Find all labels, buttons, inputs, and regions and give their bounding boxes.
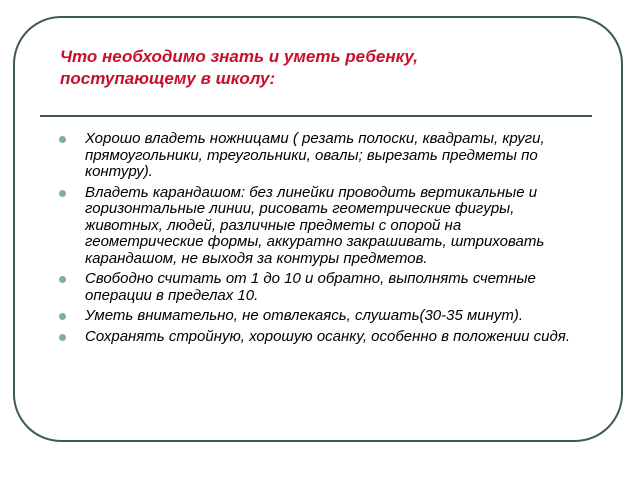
- list-item-text: Хорошо владеть ножницами ( резать полоски, квадраты, круги, прямоугольники, треугольники, овалы; вырезать предметы по контуру).: [85, 130, 545, 180]
- list-item-text: Владеть карандашом: без линейки проводить вертикальные и горизонтальные линии, рисовать геометрические фигуры, животных, людей, различные предметы с опорой на геометрические формы, аккуратно закрашивать, штриховать карандашом, не выходя за контуры предметов.: [85, 183, 545, 267]
- bullet-icon: [59, 136, 66, 143]
- list-item: [58, 271, 578, 304]
- list-item: [58, 131, 578, 181]
- list-item: [58, 329, 578, 346]
- list-item-text: Свободно считать от 1 до 10 и обратно, выполнять счетные операции в пределах 10.: [85, 270, 536, 304]
- title-divider: [40, 115, 592, 117]
- bullet-icon: [59, 334, 66, 341]
- list-item: [58, 308, 578, 325]
- list-item: [58, 185, 578, 268]
- bullet-icon: [59, 276, 66, 283]
- slide-title: Что необходимо знать и уметь ребенку, поступающему в школу:: [60, 47, 418, 88]
- list-item-text: Уметь внимательно, не отвлекаясь, слушать(30-35 минут).: [85, 307, 524, 324]
- bullet-icon: [59, 313, 66, 320]
- bullet-list: [58, 131, 578, 349]
- list-item-text: Сохранять стройную, хорошую осанку, особенно в положении сидя.: [85, 327, 570, 345]
- bullet-icon: [59, 190, 66, 197]
